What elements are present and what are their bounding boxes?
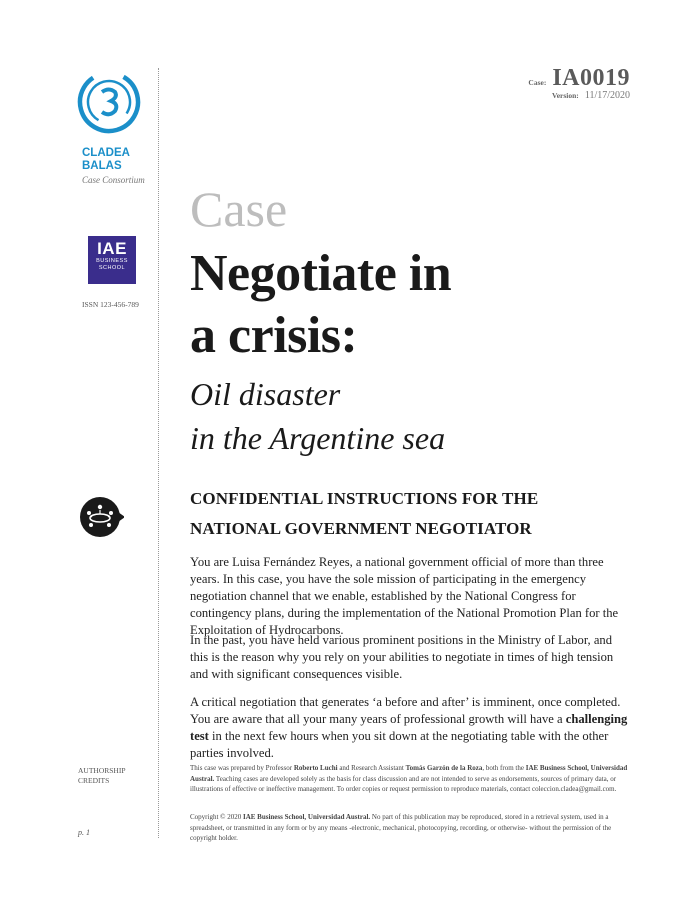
paragraph-3-b: in the next few hours when you sit down at the negotiating table with the other parties involved. [190, 729, 609, 760]
f2-a: Copyright © 2020 [190, 813, 243, 821]
iae-logo [88, 236, 136, 284]
paragraph-3 [190, 694, 632, 762]
authorship-line1: AUTHORSHIP [78, 766, 126, 775]
instructions-line2: NATIONAL GOVERNMENT NEGOTIATOR [190, 519, 532, 538]
authorship-credits [78, 766, 126, 786]
footer-copyright [190, 812, 630, 844]
paragraph-1: You are Luisa Fernández Reyes, a national government official of more than three years. In this case, you have the sole mission of participating in the emergency negotiation channel that we enable, established by the National Congress for contingency plans, during the implementation of the National Promotion Plan for the Exploitation of Hydrocarbons. [190, 555, 619, 637]
version-value: 11/17/2020 [584, 90, 630, 101]
dotted-divider [158, 68, 159, 838]
iae-logo-title: IAE [97, 239, 127, 258]
negotiation-table-icon [78, 494, 124, 540]
subtitle-line2: in the Argentine sea [190, 420, 446, 456]
case-code: IA0019 [552, 65, 630, 91]
cladea-name [82, 147, 130, 173]
instructions-line1: CONFIDENTIAL INSTRUCTIONS FOR THE [190, 489, 539, 508]
case-label: Case: [528, 78, 547, 87]
issn: ISSN 123-456-789 [82, 300, 139, 309]
page-number: p. 1 [78, 828, 90, 837]
iae-logo-sub2: SCHOOL [98, 264, 126, 271]
case-header [528, 65, 630, 101]
authorship-line2: CREDITS [78, 776, 110, 785]
f1-author2: Tomás Garzón de la Roza [405, 764, 483, 772]
f1-author1: Roberto Luchi [293, 764, 338, 772]
f1-d: , both from the [482, 764, 526, 772]
f2-c: No part of this publication may be reproduced, stored in a retrieval system, used in a spreadsheet, or transmitted in any form or by any means -electronic, mechanical, photocopying, recording, or otherwise- without the permission of the copyright holder. [190, 813, 612, 842]
paragraph-2: In the past, you have held various prominent positions in the Ministry of Labor, and this is the reason why you rely on your abilities to negotiate in times of high tension and with significant consequences visible. [190, 633, 614, 681]
footer-authorship-note [190, 763, 630, 795]
iae-logo-sub1: BUSINESS [96, 258, 128, 264]
f2-institution: IAE Business School, Universidad Austral. [242, 813, 371, 821]
instructions-heading [190, 484, 538, 544]
case-consortium: Case Consortium [82, 175, 145, 185]
subtitle-line1: Oil disaster [190, 376, 341, 412]
case-word: Case [190, 181, 288, 237]
title-line1: Negotiate in [190, 245, 452, 302]
f1-a: This case was prepared by Professor [190, 764, 294, 772]
paragraph-3-a: A critical negotiation that generates ‘a before and after’ is imminent, once completed. You are aware that all your many years of professional growth will have a [190, 695, 621, 726]
version-label: Version: [552, 91, 579, 100]
f1-institution: IAE Business School, Universidad Austral. [190, 764, 628, 783]
paragraph-3-bold: challenging test [190, 712, 628, 743]
cladea-line2: BALAS [82, 160, 122, 172]
cladea-line1: CLADEA [82, 147, 130, 159]
f1-e: Teaching cases are developed solely as the basis for class discussion and are not intended to serve as endorsements, sources of primary data, or illustrations of effective or ineffective management. To order copies or request permission to reproduce materials, contact coleccion.cladea@gmail.com. [190, 774, 617, 793]
page-title [190, 243, 451, 367]
cladea-logo-icon [77, 70, 141, 134]
title-line2: a crisis: [190, 307, 358, 364]
page-subtitle [190, 372, 445, 460]
f1-c: and Research Assistant [337, 764, 406, 772]
